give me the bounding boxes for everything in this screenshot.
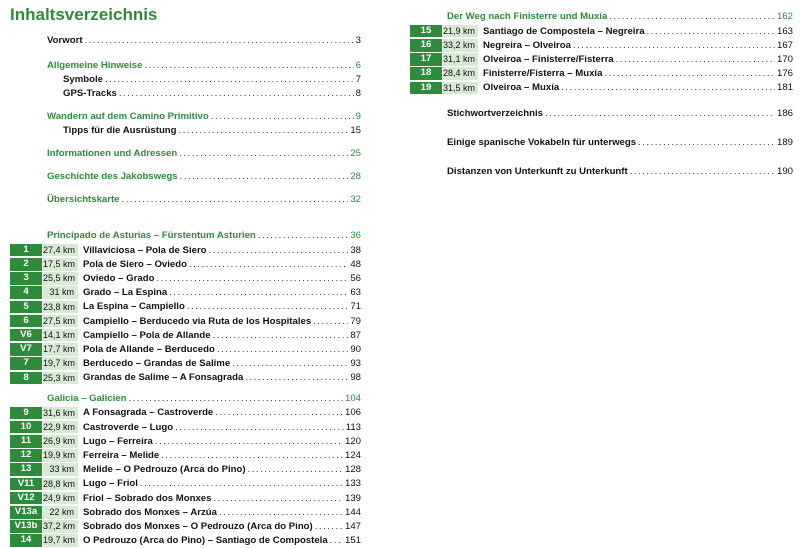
stage-number-badge: 15 [410, 25, 442, 38]
stage-page: 56 [350, 272, 361, 284]
stage-number-badge: V11 [10, 478, 42, 491]
stage-number-badge: V7 [10, 343, 42, 356]
entry-label: Vorwort [47, 35, 83, 46]
toc-entry-informationen[interactable] [47, 147, 361, 161]
stage-label: Grado – La Espina [83, 287, 168, 299]
toc-entry-gps-tracks[interactable] [47, 87, 361, 101]
stage-page: 71 [350, 301, 361, 313]
stage-row[interactable] [20, 463, 361, 477]
stage-row[interactable] [17, 491, 361, 505]
dot-leader [85, 34, 354, 48]
stage-number-badge: 10 [10, 421, 42, 434]
section-title-finisterre[interactable] [447, 10, 793, 24]
stage-page: 124 [344, 450, 361, 462]
entry-label: Wandern auf dem Camino Primitivo [47, 111, 209, 122]
stage-distance: 19,9 km [43, 449, 78, 462]
stage-label: Finisterre/Fisterra – Muxía [483, 68, 603, 80]
entry-page: 186 [776, 107, 793, 119]
dot-leader [258, 229, 349, 243]
entry-label: Principado de Asturias – Fürstentum Asturien [47, 230, 256, 241]
stage-number-badge: 18 [410, 67, 442, 80]
dot-leader [140, 478, 343, 489]
dot-leader [248, 464, 343, 475]
stage-row[interactable] [23, 357, 361, 371]
dot-leader [169, 287, 348, 298]
entry-label: Der Weg nach Finisterre und Muxía [447, 11, 608, 22]
stage-number-badge: 7 [10, 357, 42, 370]
entry-label: Stichwortverzeichnis [447, 107, 543, 119]
dot-leader [573, 40, 775, 51]
stage-number-badge: V13a [10, 506, 42, 519]
stage-label: Lugo – Ferreira [83, 435, 153, 447]
toc-entry-symbole[interactable] [47, 73, 361, 87]
stage-number-badge: V13b [10, 520, 42, 533]
stage-number-badge: 11 [10, 435, 42, 448]
dot-leader [630, 164, 775, 180]
stage-row[interactable] [420, 81, 793, 95]
stage-distance: 21,9 km [443, 25, 478, 38]
stage-distance: 19,7 km [43, 357, 78, 370]
stage-distance: 28,8 km [43, 478, 78, 491]
stage-distance: 33 km [43, 463, 78, 476]
stage-label: Friol – Sobrado dos Monxes [83, 492, 212, 504]
toc-entry-vorwort[interactable] [47, 34, 361, 48]
entry-label: Einige spanische Vokabeln für unterwegs [447, 136, 637, 148]
stage-label: Grandas de Salime – A Fonsagrada [83, 372, 244, 384]
stage-page: 176 [776, 68, 793, 80]
dot-leader [219, 507, 343, 518]
stage-number-badge: 2 [10, 258, 42, 271]
dot-leader [105, 73, 354, 87]
dot-leader [179, 124, 349, 138]
stage-distance: 26,9 km [43, 435, 78, 448]
stage-page: 113 [345, 421, 361, 433]
dot-leader [180, 170, 349, 184]
toc-entry-distanzen[interactable] [447, 164, 793, 180]
stage-row[interactable] [20, 328, 361, 342]
stage-number-badge: 4 [10, 286, 42, 299]
stage-distance: 28,4 km [443, 67, 478, 80]
stage-page: 48 [350, 258, 361, 270]
page-title: Inhaltsverzeichnis [10, 5, 158, 24]
dot-leader [232, 358, 348, 369]
stage-number-badge: 6 [10, 315, 42, 328]
stage-distance: 27,5 km [43, 315, 78, 328]
stage-page: 144 [344, 506, 361, 518]
stage-row[interactable] [20, 534, 361, 548]
stage-row[interactable] [17, 477, 361, 491]
stage-number-badge: 17 [410, 53, 442, 66]
entry-label: Distanzen von Unterkunft zu Unterkunft [447, 165, 628, 177]
entry-label: Informationen und Adressen [47, 148, 178, 159]
stage-page: 163 [776, 25, 793, 37]
stage-row[interactable] [20, 342, 361, 356]
stage-page: 98 [350, 372, 361, 384]
dot-leader [616, 54, 775, 65]
stage-number-badge: 16 [410, 39, 442, 52]
dot-leader [561, 82, 775, 93]
stage-distance: 17,5 km [43, 258, 78, 271]
stage-row[interactable] [23, 271, 361, 285]
stage-row[interactable] [420, 52, 793, 66]
entry-label: Tipps für die Ausrüstung [63, 125, 177, 136]
stage-row[interactable] [23, 286, 361, 300]
stage-page: 151 [344, 535, 361, 547]
dot-leader [144, 59, 353, 73]
stage-list [20, 243, 361, 385]
toc-right-column [420, 10, 793, 180]
stage-label: A Fonsagrada – Castroverde [83, 407, 214, 419]
entry-label: Allgemeine Hinweise [47, 60, 143, 71]
entry-page: 190 [776, 165, 793, 177]
stage-number-badge: 13 [10, 463, 42, 476]
dot-leader [175, 422, 344, 433]
stage-row[interactable] [23, 406, 361, 420]
toc-left-column [14, 34, 361, 548]
entry-page: 32 [350, 194, 361, 205]
toc-entry-tipps[interactable] [47, 124, 361, 138]
stage-distance: 25,5 km [43, 272, 78, 285]
dot-leader [213, 330, 349, 341]
entry-page: 7 [355, 74, 361, 85]
section-asturias [20, 229, 361, 385]
entry-page: 28 [350, 171, 361, 182]
stage-distance: 31 km [43, 286, 78, 299]
stage-label: La Espina – Campiello [83, 301, 185, 313]
stage-distance: 23,8 km [43, 301, 78, 314]
toc-entry-stichwortverzeichnis[interactable] [447, 106, 793, 122]
stage-number-badge: 8 [10, 372, 42, 385]
dot-leader [215, 407, 343, 418]
stage-number-badge: V6 [10, 329, 42, 342]
stage-row[interactable] [20, 434, 361, 448]
stage-row[interactable] [14, 519, 361, 533]
dot-leader [189, 259, 348, 270]
dot-leader [545, 106, 775, 122]
stage-page: 147 [344, 520, 361, 532]
stage-number-badge: 19 [410, 82, 442, 95]
entry-label: Geschichte des Jakobswegs [47, 171, 178, 182]
dot-leader [119, 87, 354, 101]
stage-row[interactable] [23, 371, 361, 385]
stage-page: 139 [344, 492, 361, 504]
stage-row[interactable] [20, 420, 361, 434]
dot-leader [209, 245, 349, 256]
stage-label: Sobrado dos Monxes – Arzúa [83, 506, 217, 518]
stage-number-badge: 3 [10, 272, 42, 285]
dot-leader [604, 68, 775, 79]
stage-label: Campiello – Pola de Allande [83, 329, 211, 341]
stage-page: 90 [350, 343, 361, 355]
dot-leader [245, 372, 348, 383]
stage-label: Sobrado dos Monxes – O Pedrouzo (Arca do Pino) [83, 520, 313, 532]
entry-page: 8 [355, 88, 361, 99]
stage-label: Olveiroa – Finisterre/Fisterra [483, 53, 614, 65]
dot-leader [213, 493, 343, 504]
stage-label: Santiago de Compostela – Negreira [483, 25, 645, 37]
stage-distance: 14,1 km [43, 329, 78, 342]
stage-number-badge: 1 [10, 244, 42, 257]
stage-distance: 31,6 km [43, 407, 78, 420]
section-title[interactable] [47, 392, 361, 406]
stage-page: 93 [350, 358, 361, 370]
stage-list [420, 24, 793, 95]
stage-label: O Pedrouzo (Arca do Pino) – Santiago de Compostela [83, 535, 328, 547]
stage-page: 170 [776, 53, 793, 65]
back-matter [447, 106, 793, 180]
entry-label: Galicia – Galicien [47, 392, 127, 404]
stage-page: 38 [350, 244, 361, 256]
stage-label: Negreira – Olveiroa [483, 39, 571, 51]
stage-row[interactable] [23, 300, 361, 314]
stage-row[interactable] [23, 257, 361, 271]
entry-label: Symbole [63, 74, 103, 85]
dot-leader [161, 450, 343, 461]
entry-page: 9 [355, 111, 361, 122]
stage-distance: 22,9 km [43, 421, 78, 434]
stage-row[interactable] [14, 505, 361, 519]
entry-label: Übersichtskarte [47, 194, 120, 205]
stage-distance: 33,2 km [443, 39, 478, 52]
section-galicia [14, 392, 361, 548]
stage-page: 128 [344, 464, 361, 476]
stage-page: 120 [344, 435, 361, 447]
entry-page: 15 [350, 125, 361, 136]
stage-page: 181 [776, 82, 793, 94]
stage-label: Pola de Allande – Berducedo [83, 343, 215, 355]
dot-leader [217, 344, 348, 355]
stage-label: Berducedo – Grandas de Salime [83, 358, 231, 370]
toc-entry-wandern[interactable] [47, 110, 361, 124]
stage-row[interactable] [420, 24, 793, 38]
stage-page: 106 [344, 407, 361, 419]
stage-number-badge: 5 [10, 301, 42, 314]
stage-label: Ferreira – Melide [83, 450, 160, 462]
stage-label: Castroverde – Lugo [83, 421, 174, 433]
stage-distance: 27,4 km [43, 244, 78, 257]
section-title[interactable] [47, 229, 361, 243]
dot-leader [211, 110, 354, 124]
entry-page: 189 [776, 136, 793, 148]
entry-page: 25 [350, 148, 361, 159]
stage-page: 79 [350, 315, 361, 327]
stage-distance: 22 km [43, 506, 78, 519]
entry-label: GPS-Tracks [63, 88, 117, 99]
dot-leader [609, 10, 775, 24]
stage-distance: 19,7 km [43, 534, 78, 547]
stage-distance: 24,9 km [43, 492, 78, 505]
toc-entry-uebersichtskarte[interactable] [47, 193, 361, 207]
stage-number-badge: 14 [10, 534, 42, 547]
stage-row[interactable] [23, 243, 361, 257]
toc-entry-allgemeine-hinweise[interactable] [47, 59, 361, 73]
dot-leader [179, 147, 348, 161]
stage-row[interactable] [420, 38, 793, 52]
stage-number-badge: 12 [10, 449, 42, 462]
stage-page: 63 [350, 287, 361, 299]
dot-leader [638, 135, 775, 151]
stage-distance: 17,7 km [43, 343, 78, 356]
stage-page: 87 [350, 329, 361, 341]
stage-row[interactable] [420, 67, 793, 81]
stage-distance: 31,5 km [443, 82, 478, 95]
dot-leader [187, 301, 348, 312]
entry-page: 3 [355, 35, 361, 46]
stage-label: Melide – O Pedrouzo (Arca do Pino) [83, 464, 246, 476]
stage-row[interactable] [23, 314, 361, 328]
dot-leader [128, 392, 343, 406]
toc-entry-geschichte[interactable] [47, 170, 361, 184]
dot-leader [156, 273, 348, 284]
toc-entry-vokabeln[interactable] [447, 135, 793, 151]
stage-label: Oviedo – Grado [83, 272, 155, 284]
stage-row[interactable] [20, 448, 361, 462]
entry-page: 6 [355, 60, 361, 71]
stage-label: Lugo – Friol [83, 478, 138, 490]
stage-label: Campiello – Berducedo via Ruta de los Hospitales [83, 315, 312, 327]
stage-number-badge: 9 [10, 407, 42, 420]
entry-page: 104 [344, 392, 361, 404]
dot-leader [155, 436, 343, 447]
dot-leader [330, 535, 343, 546]
stage-list [14, 406, 361, 548]
dot-leader [647, 26, 775, 37]
dot-leader [313, 316, 348, 327]
stage-distance: 37,2 km [43, 520, 78, 533]
entry-page: 36 [350, 230, 361, 241]
stage-label: Olveiroa – Muxía [483, 82, 560, 94]
entry-page: 162 [776, 11, 793, 22]
stage-label: Villaviciosa – Pola de Siero [83, 244, 207, 256]
stage-label: Pola de Siero – Oviedo [83, 258, 187, 270]
dot-leader [122, 193, 349, 207]
dot-leader [315, 521, 343, 532]
stage-page: 133 [344, 478, 361, 490]
stage-page: 167 [776, 39, 793, 51]
stage-number-badge: V12 [10, 492, 42, 505]
stage-distance: 25,3 km [43, 372, 78, 385]
stage-distance: 31,1 km [443, 53, 478, 66]
